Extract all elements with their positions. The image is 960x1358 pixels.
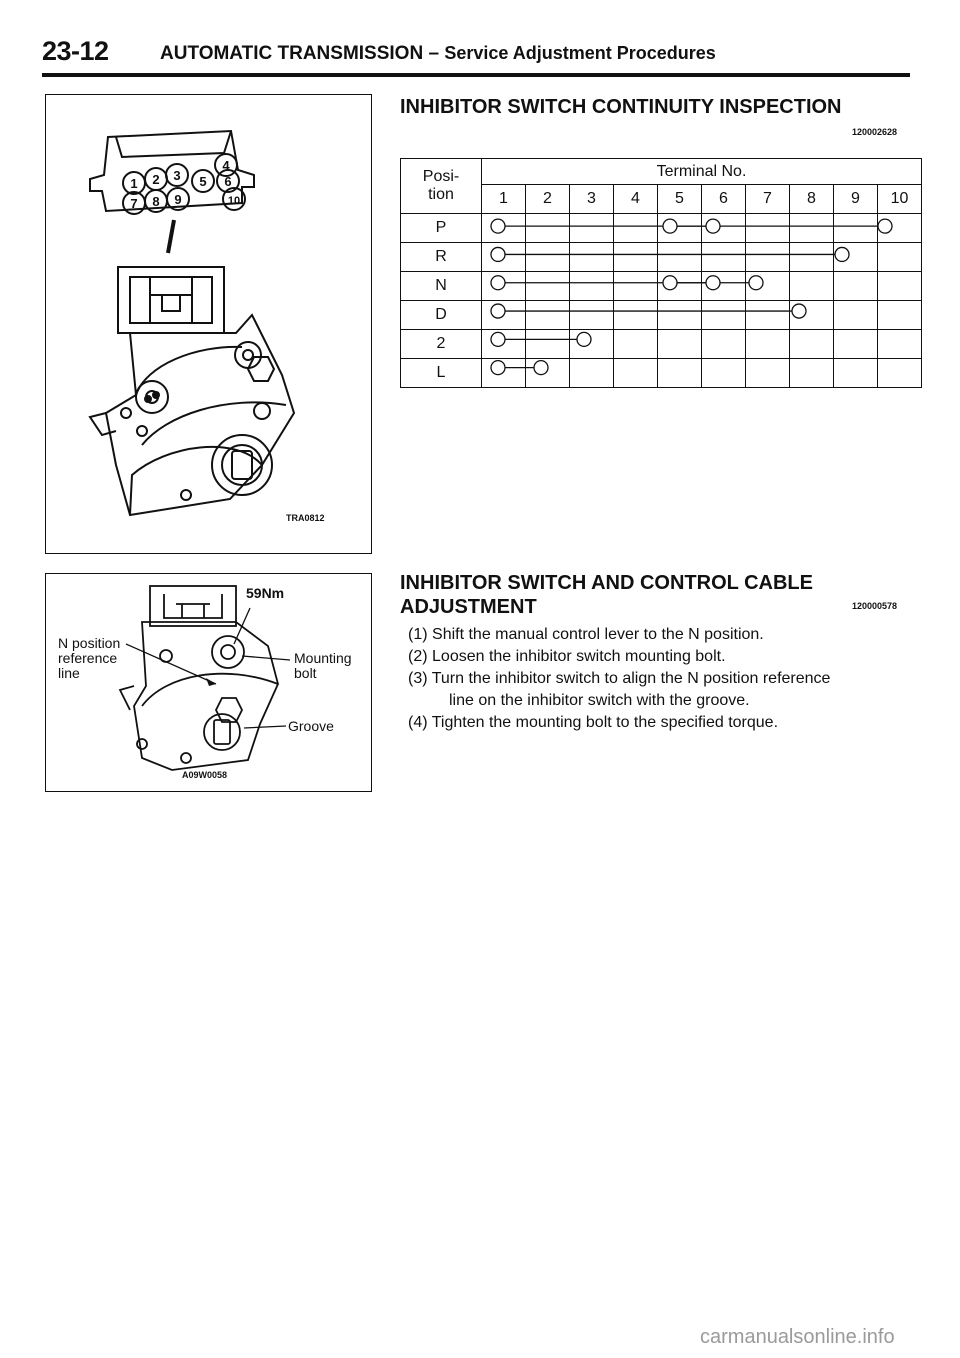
terminal-cell (658, 272, 702, 301)
header-rule (42, 73, 910, 77)
terminal-cell (834, 243, 878, 272)
terminal-cell (482, 243, 526, 272)
terminal-cell (878, 272, 922, 301)
table-row (401, 301, 922, 330)
n-position-reference-label (58, 636, 120, 681)
terminal-cell (482, 359, 526, 388)
n-position-label-line: line (58, 665, 80, 681)
terminal-cell (790, 359, 834, 388)
position-cell: N (401, 272, 482, 301)
terminal-cell (526, 359, 570, 388)
connector-pin-label: 5 (199, 174, 207, 189)
terminal-cell (614, 214, 658, 243)
header-separator: – (423, 43, 445, 64)
terminal-number: 10 (878, 185, 922, 214)
terminal-cell (614, 301, 658, 330)
connector-pin-label: 10 (227, 195, 241, 207)
adjustment-steps (408, 624, 830, 734)
terminal-header: Terminal No. (482, 159, 922, 185)
cable-adjustment-title (400, 571, 813, 619)
position-cell: P (401, 214, 482, 243)
header-section: AUTOMATIC TRANSMISSION (160, 43, 424, 64)
terminal-number: 8 (790, 185, 834, 214)
terminal-cell (658, 243, 702, 272)
connector-pin-label: 2 (152, 172, 160, 187)
terminal-cell (614, 243, 658, 272)
terminal-number: 6 (702, 185, 746, 214)
step-text: Loosen the inhibitor switch mounting bolt. (432, 648, 726, 665)
terminal-cell (702, 359, 746, 388)
terminal-cell (526, 214, 570, 243)
terminal-cell (482, 214, 526, 243)
position-header-line: tion (428, 186, 454, 203)
connector-pin-label: 4 (222, 158, 230, 173)
terminal-number: 5 (658, 185, 702, 214)
position-cell: R (401, 243, 482, 272)
n-position-label-line: reference (58, 650, 118, 666)
cable-adjustment-title-line: ADJUSTMENT (400, 596, 537, 618)
torque-label: 59Nm (246, 585, 285, 601)
terminal-cell (482, 272, 526, 301)
mounting-bolt-label-line: Mounting (294, 650, 352, 666)
terminal-cell (570, 301, 614, 330)
position-cell: L (401, 359, 482, 388)
terminal-cell (614, 330, 658, 359)
terminal-cell (570, 330, 614, 359)
mounting-bolt-label-line: bolt (294, 665, 317, 681)
terminal-cell (526, 243, 570, 272)
continuity-inspection-title: INHIBITOR SWITCH CONTINUITY INSPECTION (400, 96, 842, 118)
terminal-cell (834, 272, 878, 301)
terminal-cell (702, 301, 746, 330)
terminal-cell (878, 214, 922, 243)
terminal-cell (658, 214, 702, 243)
connector-pin-label: 7 (130, 196, 138, 211)
terminal-cell (570, 359, 614, 388)
position-header-line: Posi- (422, 168, 460, 185)
table-row (401, 243, 922, 272)
page-number: 23-12 (42, 36, 109, 66)
terminal-cell (746, 330, 790, 359)
terminal-cell (878, 301, 922, 330)
step-item (408, 668, 830, 690)
groove-label: Groove (288, 718, 334, 734)
terminal-cell (614, 272, 658, 301)
figure-code: TRA0812 (286, 513, 325, 523)
terminal-number: 1 (482, 185, 526, 214)
step-item (408, 712, 830, 734)
terminal-cell (526, 330, 570, 359)
terminal-cell (746, 214, 790, 243)
step-item (408, 624, 830, 646)
connector-pin-label: 3 (173, 168, 181, 183)
terminal-cell (570, 272, 614, 301)
terminal-cell (834, 301, 878, 330)
figure-switch-adjustment (45, 573, 372, 792)
inhibitor-switch-illustration (46, 95, 370, 552)
step-continuation: line on the inhibitor switch with the groove. (449, 692, 750, 709)
figure-inhibitor-switch-connector (45, 94, 372, 554)
page-header-title (160, 43, 716, 65)
terminal-cell (746, 272, 790, 301)
terminal-number: 9 (834, 185, 878, 214)
switch-adjustment-illustration (46, 574, 370, 790)
step-number: (2) (408, 648, 428, 665)
terminal-cell (834, 214, 878, 243)
terminal-number: 3 (570, 185, 614, 214)
n-position-label-line: N position (58, 635, 121, 651)
step-text: Turn the inhibitor switch to align the N position reference (431, 670, 831, 687)
position-header (401, 159, 482, 214)
step-number: (1) (408, 626, 428, 643)
terminal-cell (526, 272, 570, 301)
terminal-cell (526, 301, 570, 330)
terminal-cell (658, 359, 702, 388)
continuity-table (400, 158, 922, 388)
terminal-cell (790, 243, 834, 272)
connector-pin-label: 8 (152, 194, 160, 209)
terminal-cell (790, 214, 834, 243)
step-item (408, 646, 830, 668)
terminal-cell (834, 330, 878, 359)
terminal-cell (702, 330, 746, 359)
continuity-inspection-code: 120002628 (852, 127, 898, 137)
step-number: (3) (408, 670, 428, 687)
terminal-cell (746, 359, 790, 388)
connector-pin-label: 6 (224, 174, 232, 189)
cable-adjustment-code: 120000578 (852, 601, 898, 611)
position-cell: 2 (401, 330, 482, 359)
terminal-number: 7 (746, 185, 790, 214)
terminal-cell (790, 272, 834, 301)
cable-adjustment-title-line: INHIBITOR SWITCH AND CONTROL CABLE (400, 572, 813, 594)
table-row (401, 272, 922, 301)
terminal-cell (570, 214, 614, 243)
step-number: (4) (408, 714, 428, 731)
connector-pin-label: 9 (174, 192, 182, 207)
terminal-cell (790, 301, 834, 330)
step-text: Shift the manual control lever to the N position. (432, 626, 764, 643)
terminal-cell (746, 243, 790, 272)
terminal-cell (702, 243, 746, 272)
terminal-cell (482, 330, 526, 359)
terminal-cell (482, 301, 526, 330)
terminal-cell (878, 243, 922, 272)
step-text: Tighten the mounting bolt to the specified torque. (431, 714, 779, 731)
terminal-cell (702, 214, 746, 243)
position-cell: D (401, 301, 482, 330)
figure-code: A09W0058 (182, 770, 228, 780)
terminal-number: 4 (614, 185, 658, 214)
table-row (401, 214, 922, 243)
terminal-cell (658, 301, 702, 330)
table-row (401, 330, 922, 359)
mounting-bolt-label (294, 651, 352, 681)
terminal-cell (878, 330, 922, 359)
terminal-number: 2 (526, 185, 570, 214)
terminal-cell (614, 359, 658, 388)
terminal-cell (658, 330, 702, 359)
header-subtitle: Service Adjustment Procedures (444, 43, 716, 63)
connector-pin-label: 1 (130, 176, 138, 191)
terminal-cell (570, 243, 614, 272)
terminal-cell (790, 330, 834, 359)
table-row (401, 359, 922, 388)
watermark: carmanualsonline.info (700, 1326, 895, 1348)
terminal-cell (878, 359, 922, 388)
terminal-cell (834, 359, 878, 388)
terminal-cell (746, 301, 790, 330)
terminal-cell (702, 272, 746, 301)
